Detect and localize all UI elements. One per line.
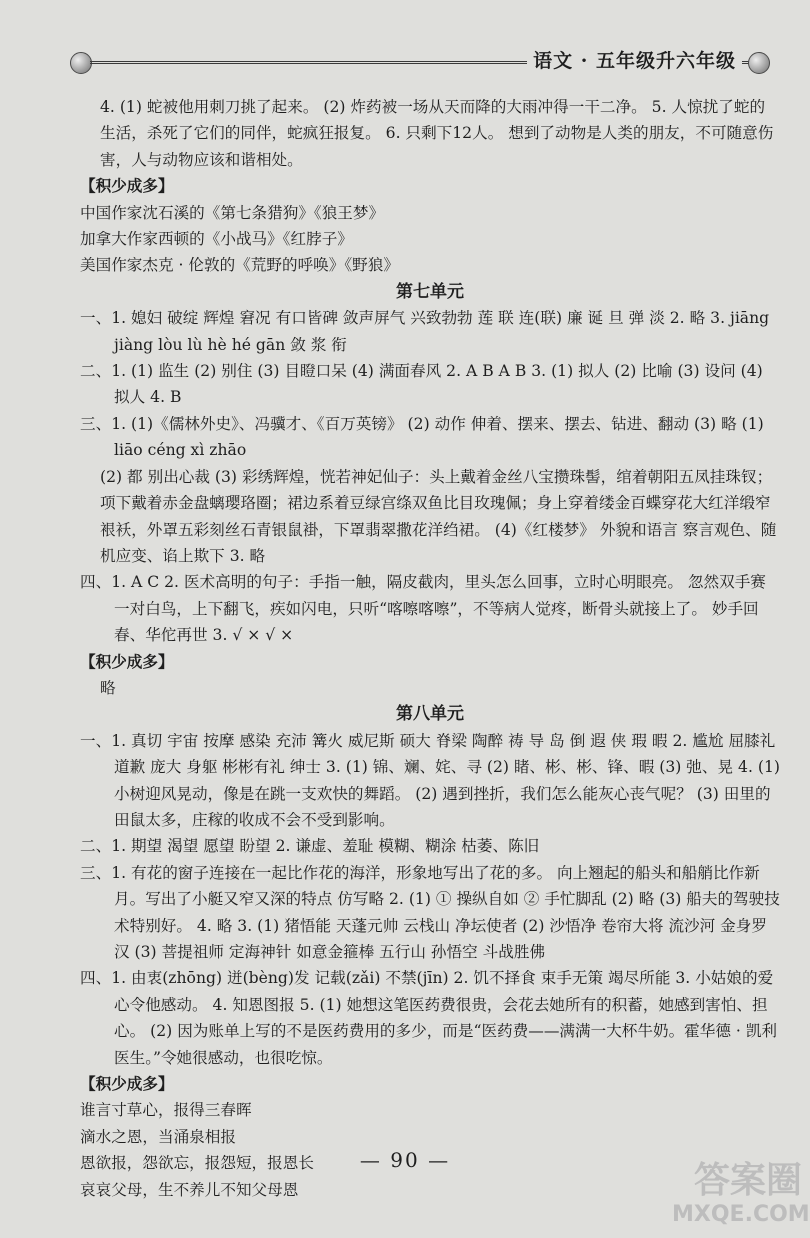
tip-line: 略 [100,678,116,697]
answer-item: 三、1. 有花的窗子连接在一起比作花的海洋，形象地写出了花的多。 向上翘起的船头和船艄比作新月。写出了小艇又窄又深的特点 仿写略 2. (1) ① 操纵自如 ② 手忙脚乱 (2) 略 (3) 船夫的驾驶技术特别好。 4. 略 3. (1) 猪悟能 天蓬元帅 云栈山 净坛使者 (2) 沙悟净 卷帘大将 流沙河 金身罗汉 (3) 菩提祖师 定海神针 如意金箍棒 五行山 孙悟空 斗战胜佛 [80,863,780,961]
tip-line: 谁言寸草心，报得三春晖 [80,1101,252,1120]
header-title: 语文 · 五年级升六年级 [527,46,742,73]
header-right-ornament [748,52,770,74]
answer-item: 四、1. 由衷(zhōng) 迸(bèng)发 记载(zǎi) 不禁(jīn) 2. 饥不择食 束手无策 竭尽所能 3. 小姑娘的爱心令他感动。 4. 知恩图报 5. (1) 她想这笔医药费很贵，会花去她所有的积蓄，她感到害怕、担心。 (2) 因为账单上写的不是医药费用的多少，而是“医药费——满满一大杯牛奶。霍华德 · 凯利医生。”令她很感动，也很吃惊。 [80,969,778,1067]
section-tip-heading: 【积少成多】 [80,651,174,671]
section-tip-heading: 【积少成多】 [80,176,174,196]
answer-line: 4. (1) 蛇被他用刺刀挑了起来。 (2) 炸药被一场从天而降的大雨冲得一干二净。 5. 人惊扰了蛇的生活，杀死了它们的同伴，蛇疯狂报复。 6. 只剩下12人。 想到了动物是人类的朋友，不可随意伤害，人与动物应该和谐相处。 [100,98,774,169]
unit-8-title: 第八单元 [396,704,464,725]
tip-line: 美国作家杰克 · 伦敦的《荒野的呼唤》《野狼》 [80,256,399,275]
answer-item: 一、1. 真切 宇宙 按摩 感染 充沛 篝火 威尼斯 硕大 脊梁 陶醉 祷 导 岛 倒 遐 侠 瑕 暇 2. 尴尬 屈膝礼 道歉 庞大 身躯 彬彬有礼 绅士 3. (1) 锦、斓、姹、寻 (2) 睹、彬、彬、锋、暇 (3) 弛、晃 4. (1) 小树迎风晃动，像是在跳一支欢快的舞蹈。 (2) 遇到挫折，我们怎么能灰心丧气呢？ (3) 田里的田鼠太多，庄稼的收成不会不受到影响。 [80,731,780,829]
section-tip-heading: 【积少成多】 [80,1074,174,1094]
answer-item: 二、1. (1) 监生 (2) 别住 (3) 目瞪口呆 (4) 满面春风 2. A B A B 3. (1) 拟人 (2) 比喻 (3) 设问 (4) 拟人 4. B [80,362,763,407]
watermark-logo [672,1160,810,1232]
tip-line: 加拿大作家西顿的《小战马》《红脖子》 [80,230,353,249]
tip-line: 哀哀父母，生不养儿不知父母恩 [80,1180,299,1199]
answer-item: (2) 都 别出心裁 (3) 彩绣辉煌，恍若神妃仙子：头上戴着金丝八宝攒珠髻，绾着朝阳五凤挂珠钗；项下戴着赤金盘螭璎珞圈；裙边系着豆绿宫绦双鱼比目玫瑰佩；身上穿着缕金百蝶穿花大红洋缎窄裉袄，外罩五彩刻丝石青银鼠褂，下罩翡翠撒花洋绉裙。 (4)《红楼梦》 外貌和语言 察言观色、随机应变、谄上欺下 3. 略 [100,467,777,565]
tip-line: 滴水之恩，当涌泉相报 [80,1127,236,1146]
tip-line: 中国作家沈石溪的《第七条猎狗》《狼王梦》 [80,203,385,222]
unit-7-title: 第七单元 [396,281,464,302]
watermark-url: MXQE.COM [672,1202,810,1227]
page-header [70,46,770,76]
answer-item: 一、1. 媳妇 破绽 辉煌 窘况 有口皆碑 敛声屏气 兴致勃勃 莲 联 连(联) 廉 诞 旦 弹 淡 2. 略 3. jiāng jiàng lòu lù hè hé gān 敛 浆 衔 [80,309,770,354]
answer-item: 四、1. A C 2. 医术高明的句子：手指一触，隔皮截肉，里头怎么回事，立时心明眼亮。 忽然双手赛一对白鸟，上下翻飞，疾如闪电，只听“喀嚓喀嚓”，不等病人觉疼，断骨头就接上了。 妙手回春、华佗再世 3. √ × √ × [80,573,766,645]
watermark-text: 答案圈 [693,1160,802,1201]
answer-item: 三、1. (1)《儒林外史》、冯骥才、《百万英镑》 (2) 动作 伸着、摆来、摆去、钻进、翻动 (3) 略 (1) liāo céng xì zhāo [80,414,764,460]
tip-line: 恩欲报，怨欲忘，报怨短，报恩长 [80,1154,314,1173]
header-left-ornament [70,52,92,74]
answer-content [80,94,780,1203]
answer-item: 二、1. 期望 渴望 愿望 盼望 2. 谦虚、羞耻 模糊、糊涂 枯萎、陈旧 [80,837,540,856]
page-number: — 90 — [359,1148,451,1172]
